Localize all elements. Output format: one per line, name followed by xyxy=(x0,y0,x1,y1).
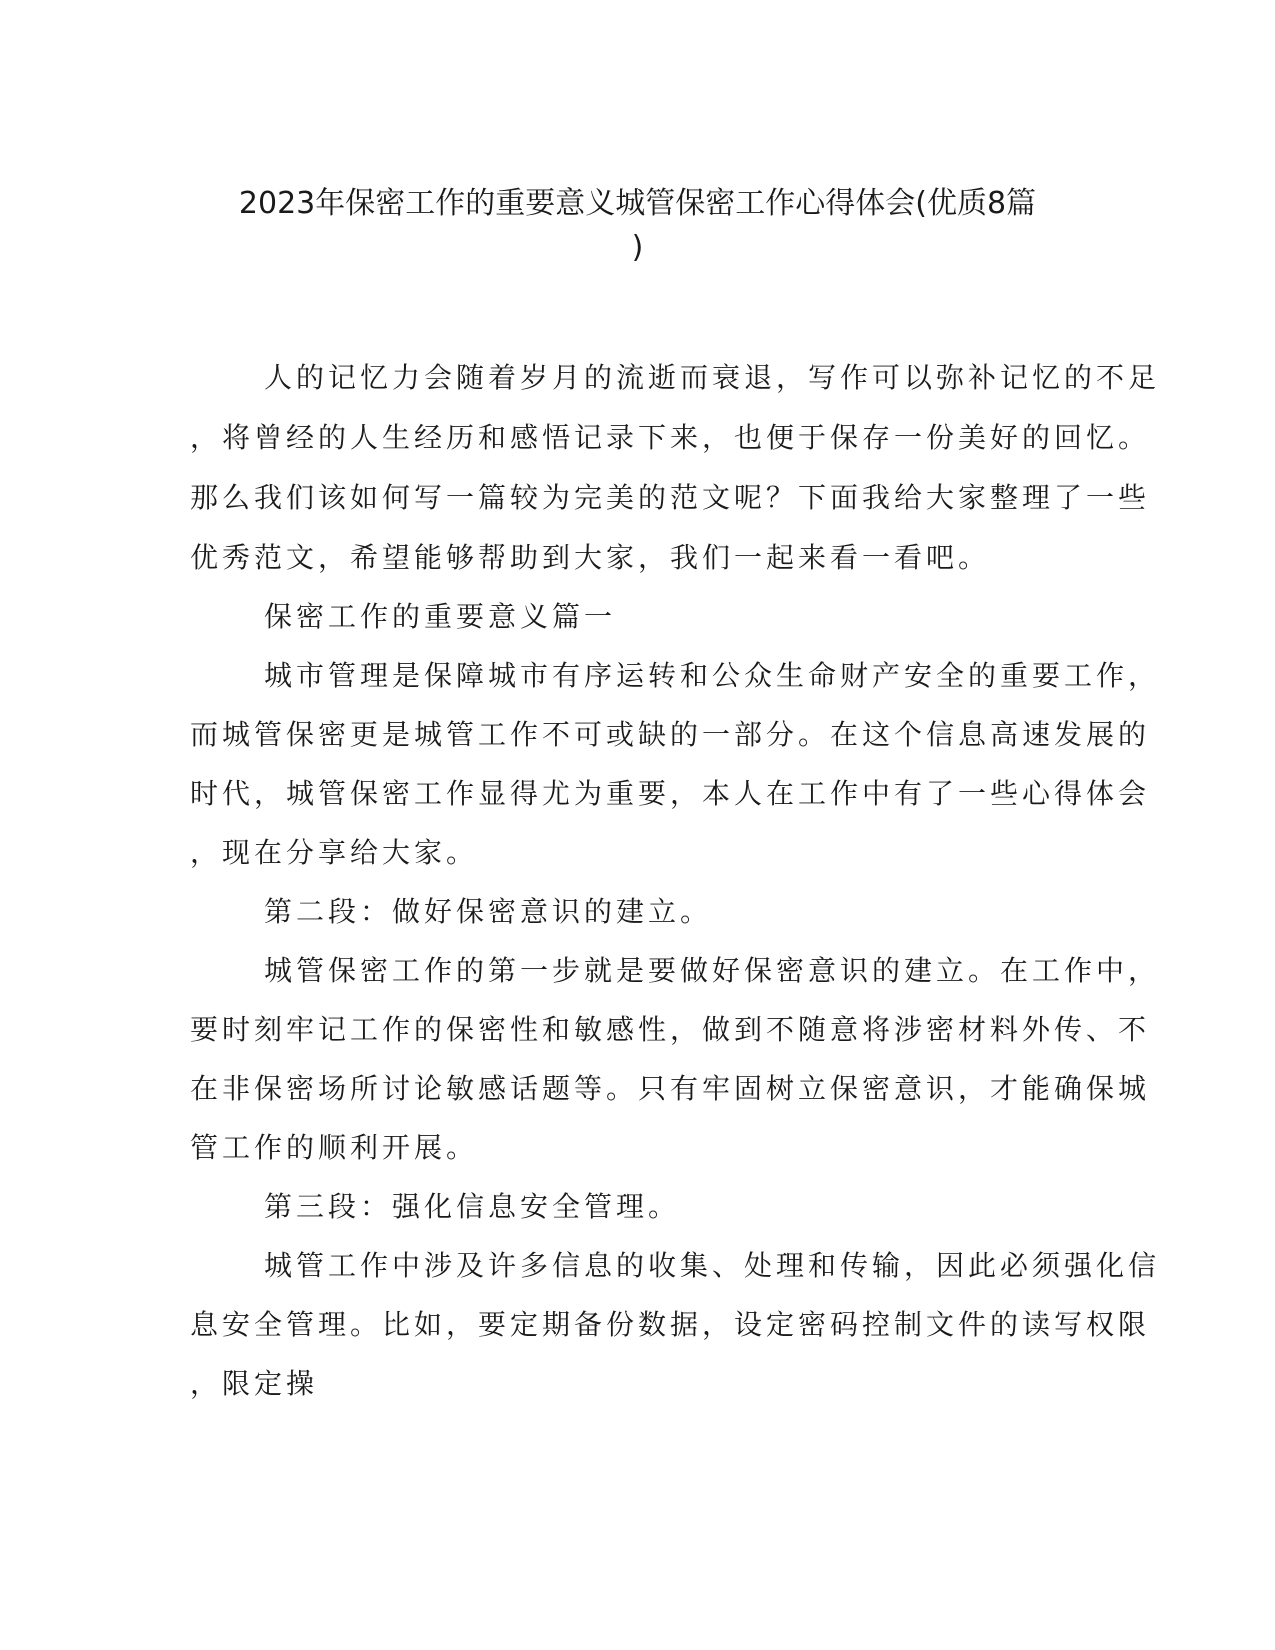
paragraph-1-line-3: 时代，城管保密工作显得尤为重要，本人在工作中有了一些心得体会 xyxy=(190,777,1151,810)
intro-line-1: 人的记忆力会随着岁月的流逝而衰退，写作可以弥补记忆的不足 xyxy=(264,361,1161,394)
section-heading-3: 第三段：强化信息安全管理。 xyxy=(264,1190,681,1223)
section-heading-1: 保密工作的重要意义篇一 xyxy=(264,600,617,633)
intro-line-2: ，将曾经的人生经历和感悟记录下来，也便于保存一份美好的回忆。 xyxy=(190,421,1151,454)
paragraph-1-line-1: 城市管理是保障城市有序运转和公众生命财产安全的重要工作， xyxy=(264,659,1161,692)
paragraph-2-line-2: 要时刻牢记工作的保密性和敏感性，做到不随意将涉密材料外传、不 xyxy=(190,1013,1151,1046)
paragraph-2-line-1: 城管保密工作的第一步就是要做好保密意识的建立。在工作中， xyxy=(264,954,1161,987)
paragraph-2-line-3: 在非保密场所讨论敏感话题等。只有牢固树立保密意识，才能确保城 xyxy=(190,1072,1151,1105)
paragraph-3-line-2: 息安全管理。比如，要定期备份数据，设定密码控制文件的读写权限 xyxy=(190,1308,1151,1341)
paragraph-3-line-3: ，限定操 xyxy=(190,1367,319,1400)
document-title-continuation: ) xyxy=(631,230,644,265)
intro-line-3: 那么我们该如何写一篇较为完美的范文呢？下面我给大家整理了一些 xyxy=(190,481,1151,514)
paragraph-2-line-4: 管工作的顺利开展。 xyxy=(190,1131,479,1164)
paragraph-3-line-1: 城管工作中涉及许多信息的收集、处理和传输，因此必须强化信 xyxy=(264,1249,1161,1282)
paragraph-1-line-4: ，现在分享给大家。 xyxy=(190,836,479,869)
section-heading-2: 第二段：做好保密意识的建立。 xyxy=(264,895,713,928)
paragraph-1-line-2: 而城管保密更是城管工作不可或缺的一部分。在这个信息高速发展的 xyxy=(190,718,1151,751)
intro-line-4: 优秀范文，希望能够帮助到大家，我们一起来看一看吧。 xyxy=(190,541,991,574)
document-title: 2023年保密工作的重要意义城管保密工作心得体会(优质8篇 xyxy=(238,186,1037,221)
